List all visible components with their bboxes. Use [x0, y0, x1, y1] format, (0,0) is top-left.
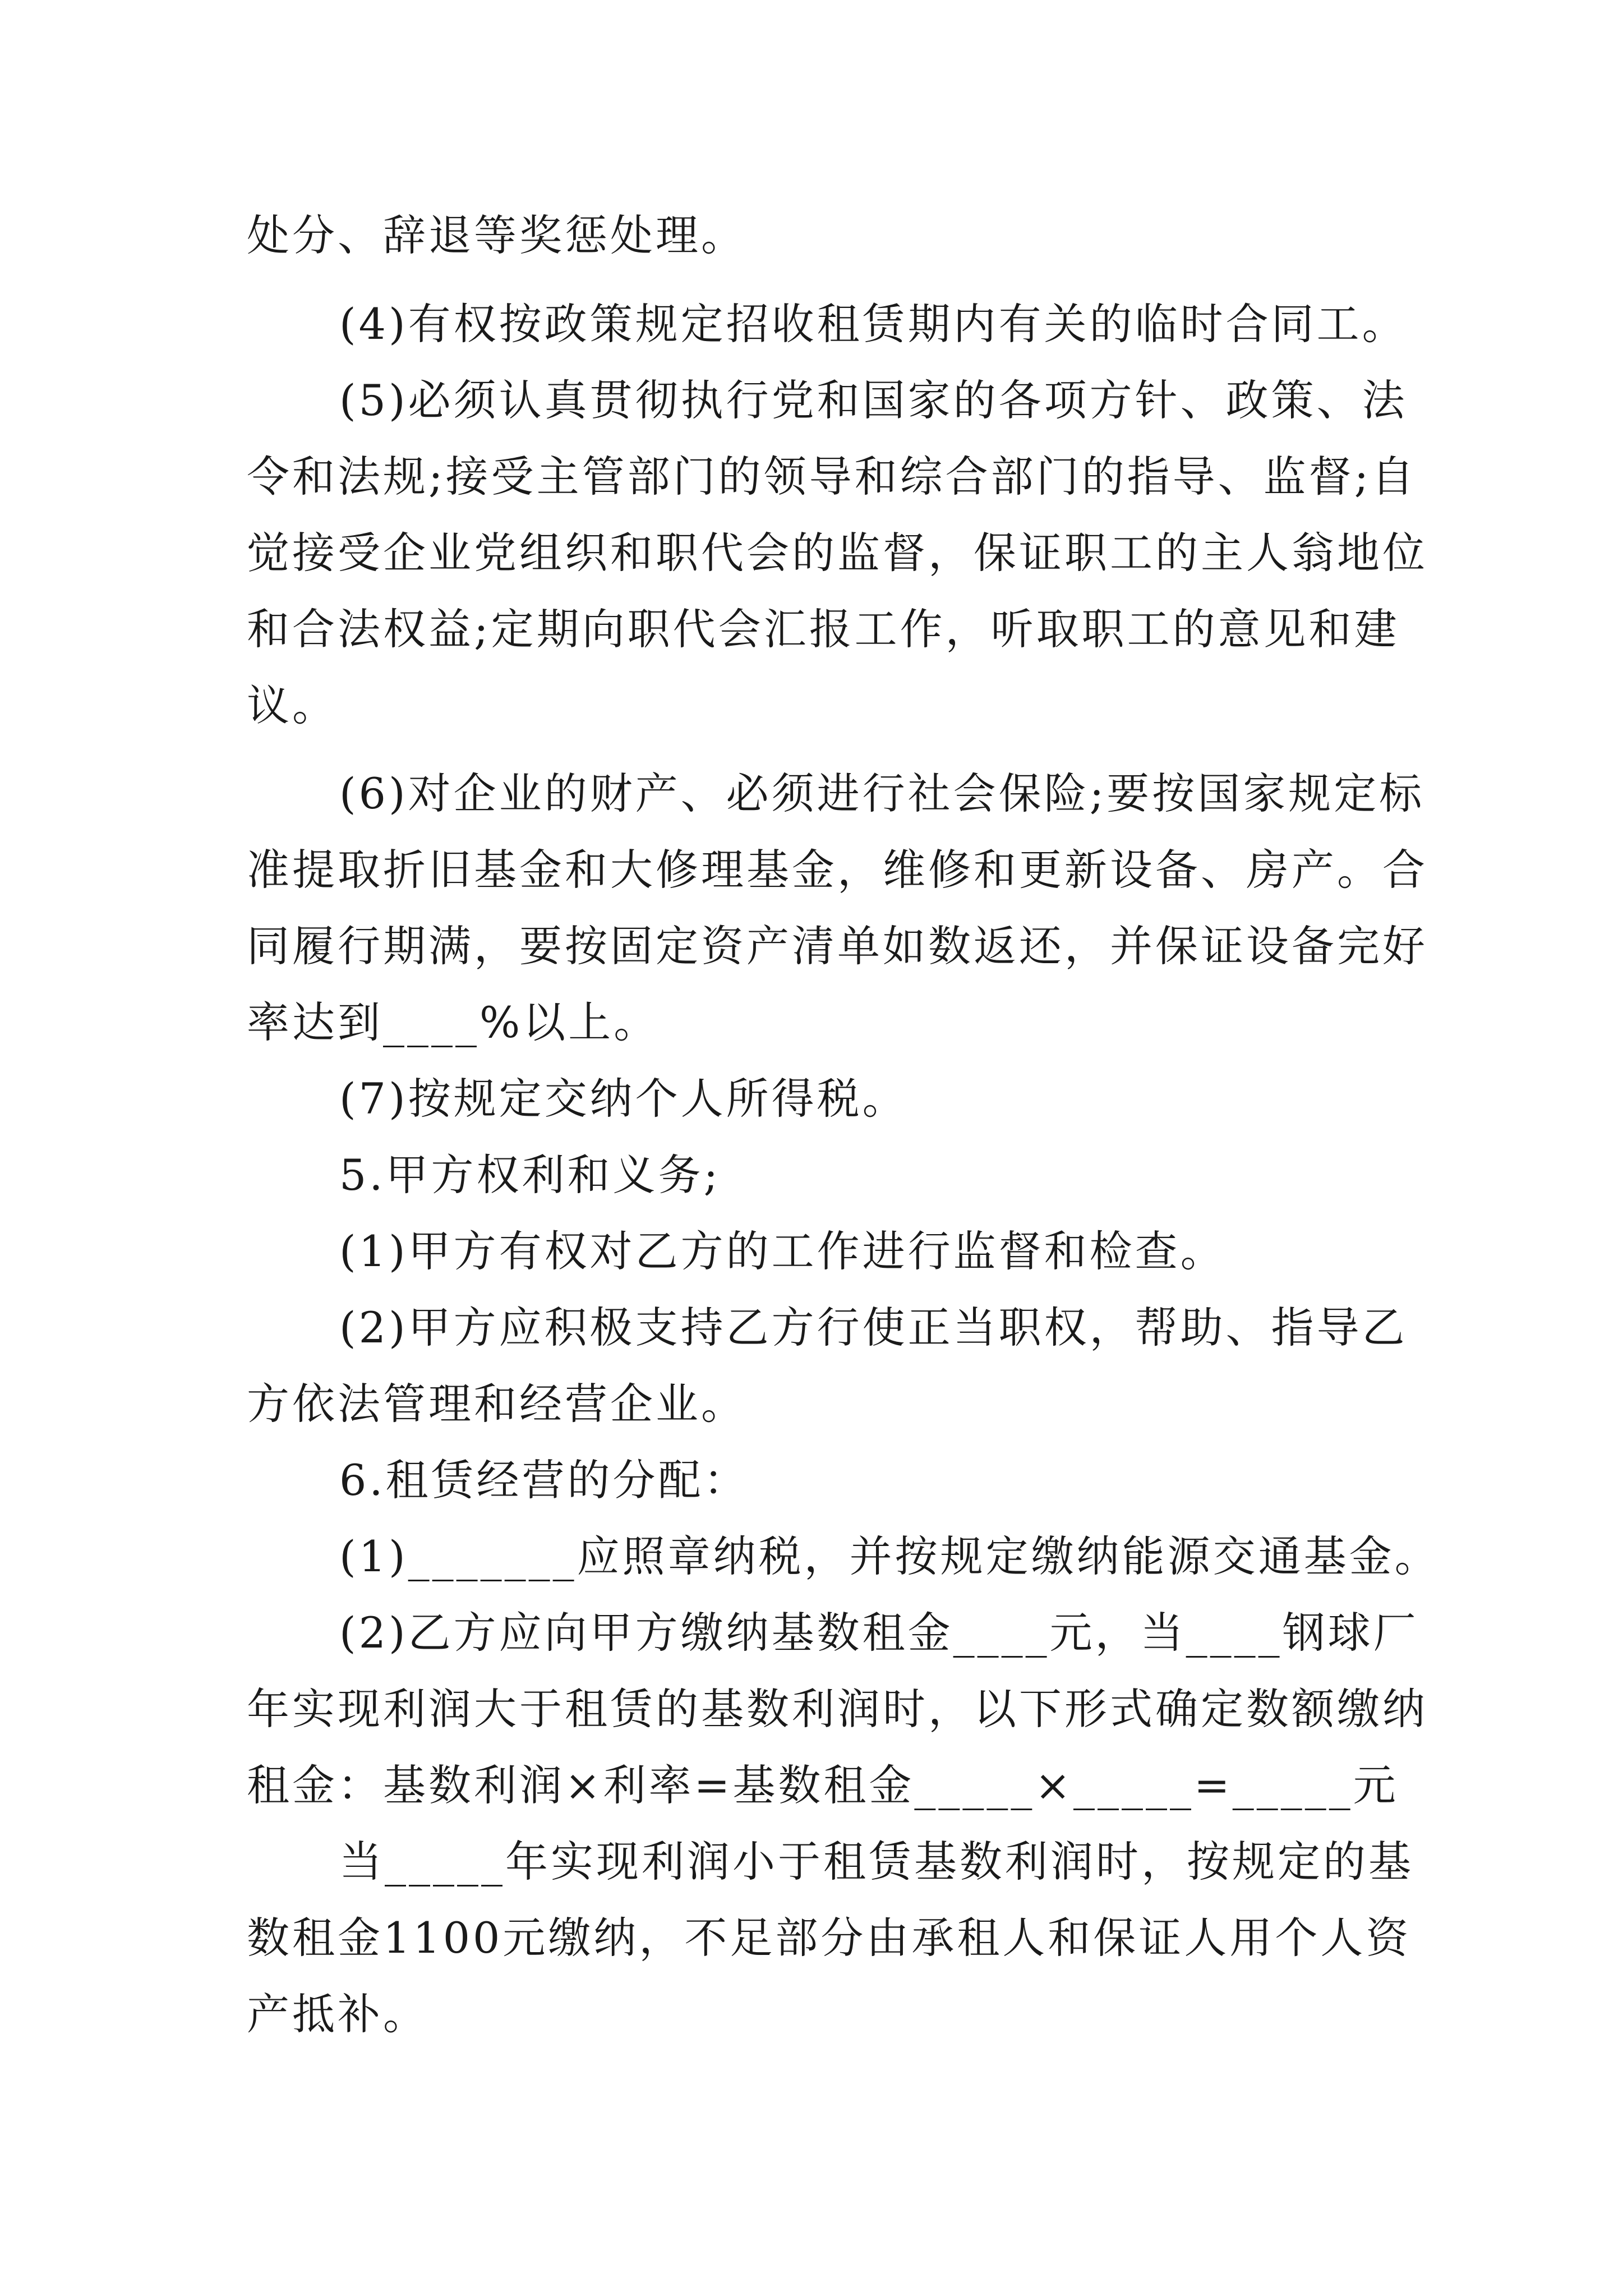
text-line: 令和法规;接受主管部门的领导和综合部门的指导、监督;自	[247, 452, 1417, 501]
text-line: 同履行期满，要按固定资产清单如数返还，并保证设备完好	[247, 921, 1428, 971]
text-line: (6)对企业的财产、必须进行社会保险;要按国家规定标	[339, 769, 1425, 818]
text-line: (2)甲方应积极支持乙方行使正当职权，帮助、指导乙	[339, 1303, 1408, 1352]
text-line: 觉接受企业党组织和职代会的监督，保证职工的主人翁地位	[247, 528, 1428, 578]
text-line: (5)必须认真贯彻执行党和国家的各项方针、政策、法	[339, 375, 1408, 425]
text-line: 当_____年实现利润小于租赁基数利润时，按规定的基	[339, 1837, 1414, 1887]
text-line: 产抵补。	[247, 1989, 428, 2039]
text-line: (1)甲方有权对乙方的工作进行监督和检查。	[339, 1226, 1226, 1276]
text-line: 方依法管理和经营企业。	[247, 1379, 746, 1429]
text-line: 和合法权益;定期向职代会汇报工作，听取职工的意见和建	[247, 604, 1400, 654]
text-line: 率达到____%以上。	[247, 997, 660, 1047]
text-line: (4)有权按政策规定招收租赁期内有关的临时合同工。	[339, 299, 1408, 349]
text-line: (1)_______应照章纳税，并按规定缴纳能源交通基金。	[339, 1531, 1440, 1581]
text-line: 准提取折旧基金和大修理基金，维修和更新设备、房产。合	[247, 845, 1428, 895]
text-line: 6.租赁经营的分配：	[339, 1455, 749, 1505]
text-line: 处分、辞退等奖惩处理。	[247, 210, 746, 260]
text-line: 5.甲方权利和义务;	[339, 1150, 721, 1200]
text-line: 年实现利润大于租赁的基数利润时，以下形式确定数额缴纳	[247, 1684, 1428, 1734]
text-line: (7)按规定交纳个人所得税。	[339, 1074, 908, 1124]
text-line: 议。	[247, 680, 338, 730]
text-line: 租金：基数利润×利率=基数租金_____×_____=_____元	[247, 1760, 1399, 1810]
text-line: 数租金1100元缴纳，不足部分由承租人和保证人用个人资	[247, 1913, 1412, 1963]
text-line: (2)乙方应向甲方缴纳基数租金____元，当____钢球厂	[339, 1608, 1419, 1658]
